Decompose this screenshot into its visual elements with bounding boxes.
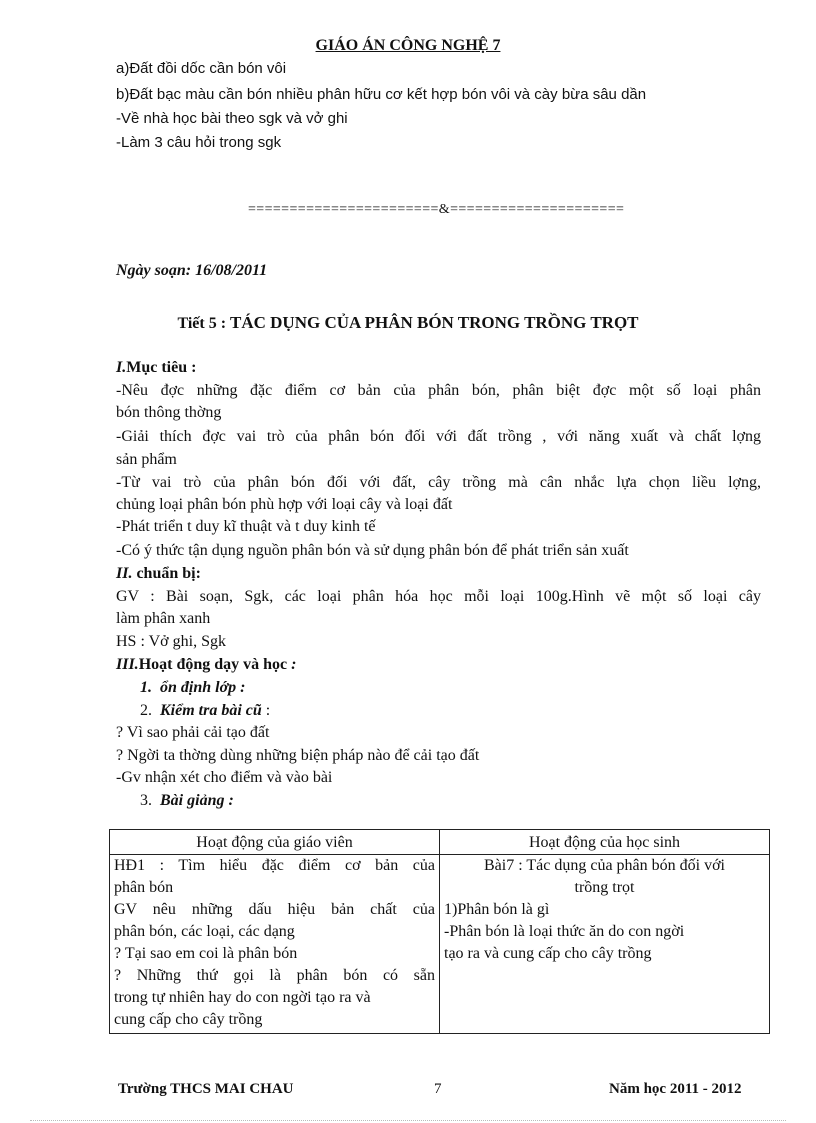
agenda-item-1-text: ổn định lớp : xyxy=(160,679,246,696)
footer-page-number: 7 xyxy=(434,1081,442,1097)
section3-heading xyxy=(116,654,296,676)
section1-title: Mục tiêu : xyxy=(126,359,197,376)
section2-line-3: HS : Vở ghi, Sgk xyxy=(116,633,226,650)
teacher-line-7: trong tự nhiên hay do con ngời tạo ra và xyxy=(114,989,371,1006)
question-2: ? Ngời ta thờng dùng những biện pháp nào để cải tạo đất xyxy=(116,747,480,764)
section2-roman: II. xyxy=(116,565,133,582)
agenda-item-1 xyxy=(140,677,246,699)
teacher-line-1: HĐ1 : Tìm hiểu đặc điểm cơ bản của xyxy=(114,857,435,874)
lesson-name: TÁC DỤNG CỦA PHÂN BÓN TRONG TRỒNG TRỌT xyxy=(230,313,639,332)
student-line-1: 1)Phân bón là gì xyxy=(444,901,550,918)
teacher-line-8: cung cấp cho cây trồng xyxy=(114,1011,263,1028)
agenda-item-2-suffix: : xyxy=(265,702,271,719)
section1-line-6: chủng loại phân bón phù hợp với loại cây và loại đất xyxy=(116,496,453,513)
section1-line-3: -Giải thích đợc vai trò của phân bón đối với đất trồng , với năng xuất và chất lợng xyxy=(116,428,761,445)
question-1: ? Vì sao phải cải tạo đất xyxy=(116,724,270,741)
section2-heading xyxy=(116,563,201,585)
lesson-prefix: Tiết 5 : xyxy=(177,315,227,332)
footer-school-year: Năm học 2011 - 2012 xyxy=(609,1081,742,1097)
teacher-line-3: GV nêu những dấu hiệu bản chất của xyxy=(114,901,435,918)
agenda-item-3 xyxy=(140,790,234,812)
section2-line-1: GV : Bài soạn, Sgk, các loại phân hóa học mỗi loại 100g.Hình vẽ một số loại cây xyxy=(116,588,761,605)
section2-line-2: làm phân xanh xyxy=(116,610,211,627)
student-column-header: Hoạt động của học sinh xyxy=(440,830,770,855)
student-line-2: -Phân bón là loại thức ăn do con ngời xyxy=(444,923,685,940)
agenda-item-3-num: 3. xyxy=(140,792,152,809)
section1-heading xyxy=(116,357,196,379)
section1-line-7: -Phát triển t duy kĩ thuật và t duy kinh tế xyxy=(116,518,376,535)
section1-line-5: -Từ vai trò của phân bón đối với đất, cây trồng mà cân nhắc lựa chọn liều lợng, xyxy=(116,474,761,491)
separator-line: =======================&===================== xyxy=(248,202,625,217)
top-line-1: a)Đất đồi dốc cần bón vôi xyxy=(116,60,287,77)
activity-table xyxy=(109,829,770,1034)
footer-dotted-rule xyxy=(30,1120,786,1121)
activity-table-row xyxy=(110,855,770,1034)
section1-line-1: -Nêu đợc những đặc điểm cơ bản của phân bón, phân biệt đợc một số loại phân xyxy=(116,382,761,399)
teacher-line-4: phân bón, các loại, các dạng xyxy=(114,923,295,940)
agenda-item-1-num: 1. xyxy=(140,679,152,696)
top-line-4: -Làm 3 câu hỏi trong sgk xyxy=(116,134,282,151)
agenda-item-3-text: Bài giảng : xyxy=(160,792,234,809)
section3-title: Hoạt động dạy và học xyxy=(138,656,288,673)
student-title-line-1: Bài7 : Tác dụng của phân bón đối với xyxy=(483,857,725,874)
student-cell xyxy=(440,855,770,1034)
agenda-item-2 xyxy=(140,700,270,722)
section1-roman: I. xyxy=(116,359,127,376)
section1-line-8: -Có ý thức tận dụng nguồn phân bón và sử dụng phân bón để phát triển sản xuất xyxy=(116,542,629,559)
student-line-3: tạo ra và cung cấp cho cây trồng xyxy=(444,945,652,962)
student-title-line-2: trồng trọt xyxy=(574,879,635,896)
teacher-line-2: phân bón xyxy=(114,879,174,896)
teacher-line-5: ? Tại sao em coi là phân bón xyxy=(114,945,298,962)
teacher-cell xyxy=(110,855,440,1034)
section3-roman: III. xyxy=(116,656,139,673)
teacher-line-6: ? Những thứ gọi là phân bón có sẵn xyxy=(114,967,435,984)
lesson-title xyxy=(0,313,816,333)
section2-title: chuẩn bị: xyxy=(136,565,201,582)
activity-table-header-row xyxy=(110,830,770,855)
agenda-item-2-num: 2. xyxy=(140,702,152,719)
section1-line-2: bón thông thờng xyxy=(116,404,222,421)
section3-colon: : xyxy=(291,656,297,673)
footer-school: Trường THCS MAI CHAU xyxy=(118,1081,294,1097)
question-3: -Gv nhận xét cho điểm và vào bài xyxy=(116,769,333,786)
date-line: Ngày soạn: 16/08/2011 xyxy=(116,262,268,279)
top-line-2: b)Đất bạc màu cần bón nhiều phân hữu cơ kết hợp bón vôi và cày bừa sâu dần xyxy=(116,86,647,103)
page-header-title: GIÁO ÁN CÔNG NGHỆ 7 xyxy=(315,37,501,54)
top-line-3: -Về nhà học bài theo sgk và vở ghi xyxy=(116,110,348,127)
agenda-item-2-text: Kiểm tra bài cũ xyxy=(160,702,262,719)
teacher-column-header: Hoạt động của giáo viên xyxy=(110,830,440,855)
section1-line-4: sản phẩm xyxy=(116,451,177,468)
